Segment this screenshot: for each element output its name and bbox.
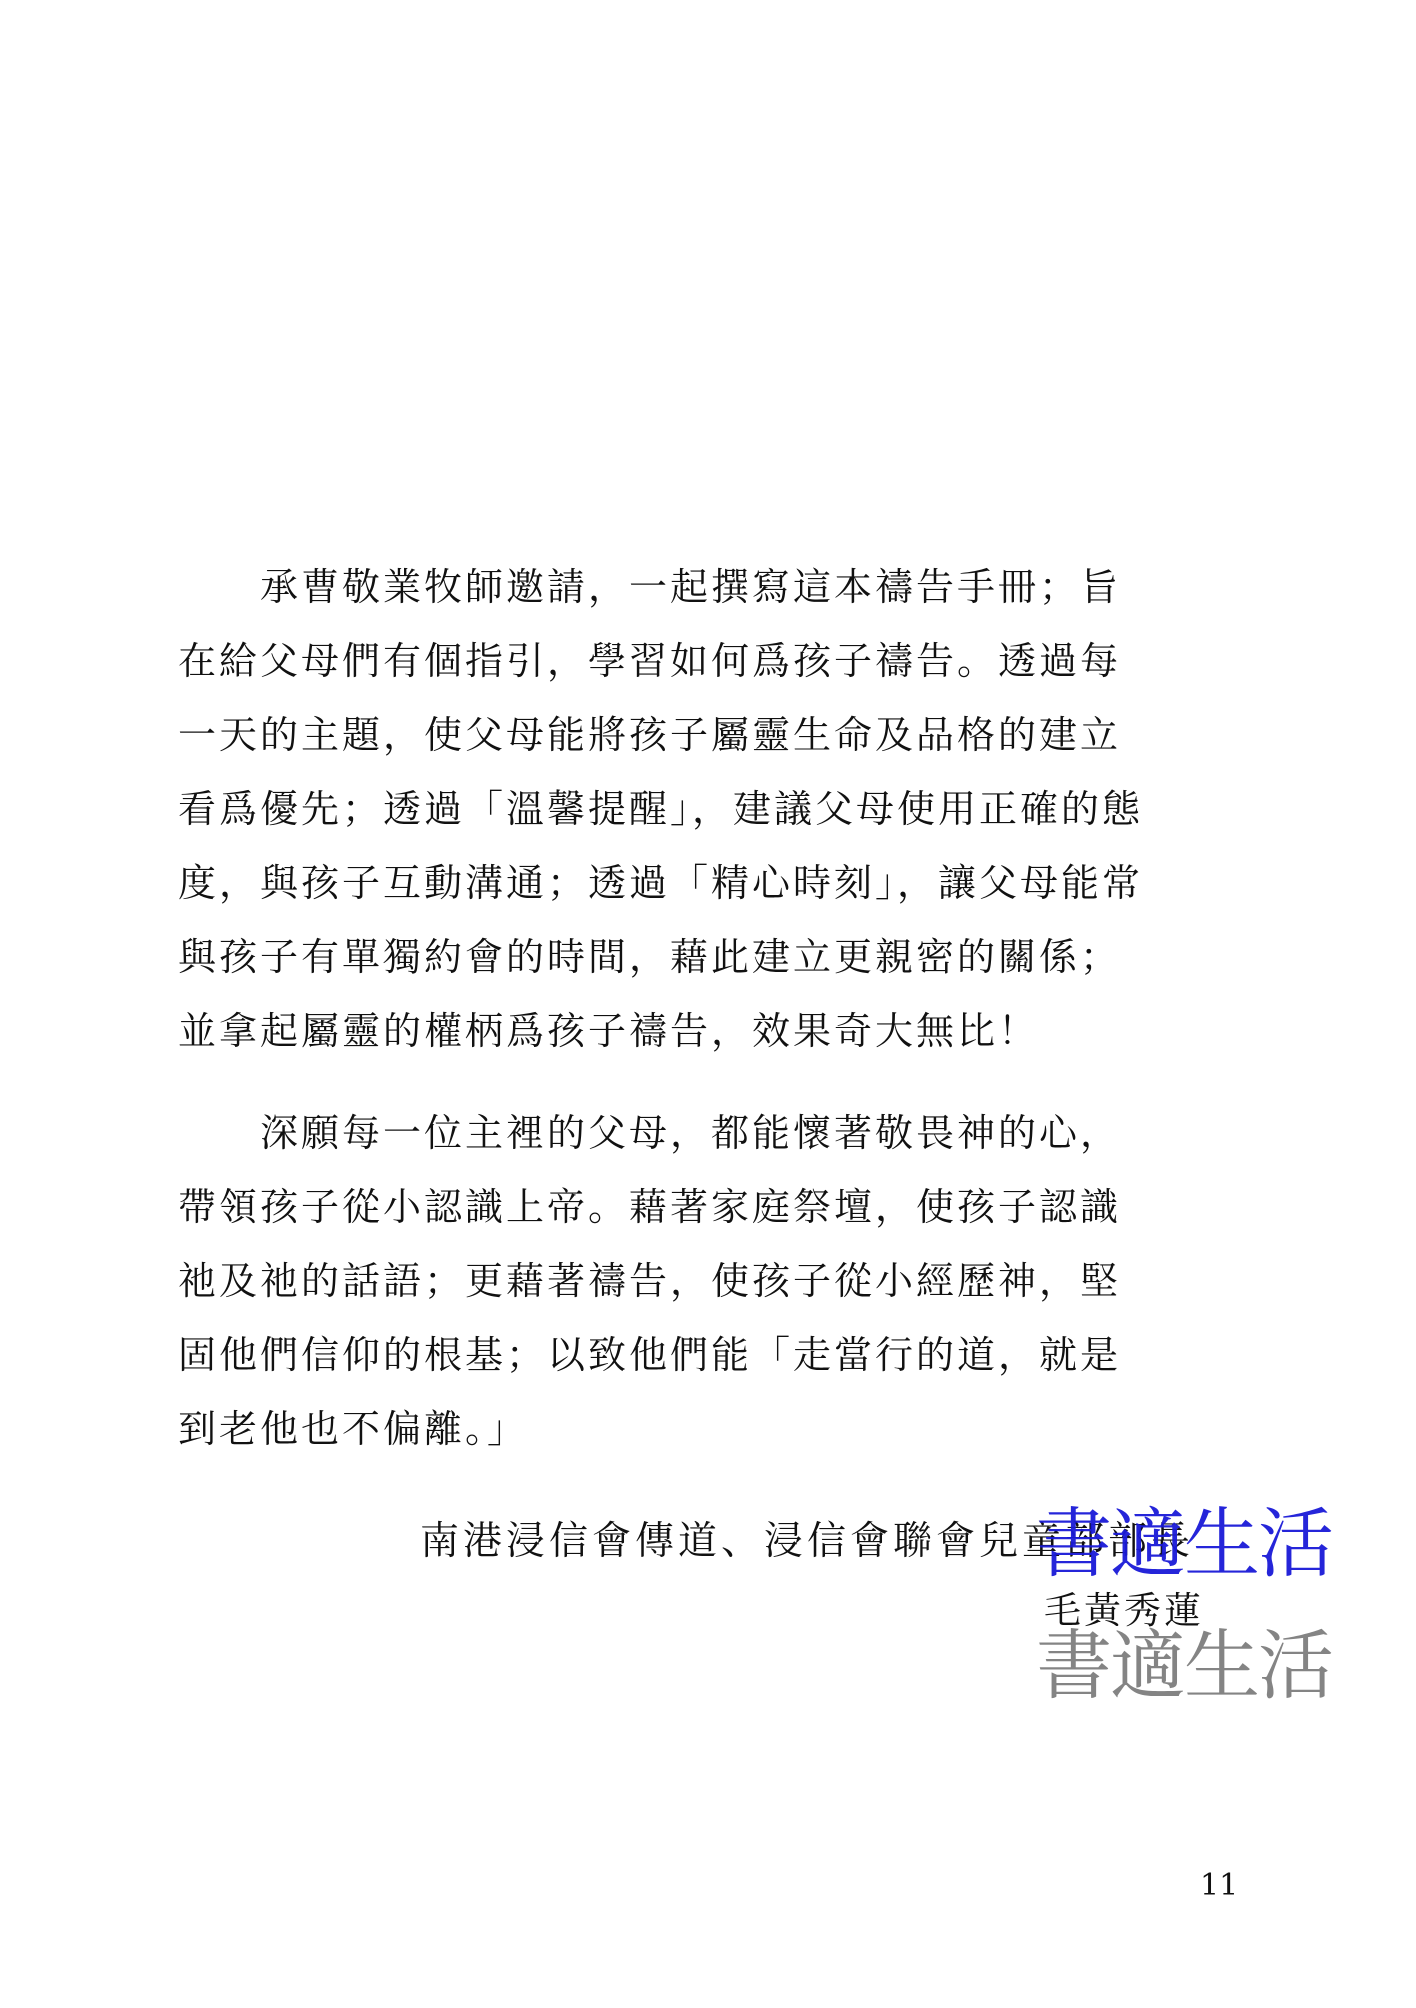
- text-line: 看爲優先；透過「溫馨提醒」，建議父母使用正確的態: [178, 787, 1144, 831]
- signature-organization: 南港浸信會傳道、浸信會聯會兒童部部長: [420, 1519, 1195, 1564]
- text-line: 並拿起屬靈的權柄爲孩子禱告，效果奇大無比！: [178, 1009, 1040, 1053]
- preface-paragraph-1: [178, 550, 1244, 1068]
- text-line: 一天的主題，使父母能將孩子屬靈生命及品格的建立: [178, 713, 1122, 757]
- page-number: 11: [1200, 1868, 1239, 1903]
- text-line: 承曹敬業牧師邀請，一起撰寫這本禱告手冊；旨: [260, 565, 1122, 609]
- watermark-gray: 書適生活: [1036, 1621, 1332, 1710]
- text-line: 在給父母們有個指引，學習如何爲孩子禱告。透過每: [178, 639, 1122, 683]
- preface-body: [178, 550, 1244, 1466]
- text-line: 帶領孩子從小認識上帝。藉著家庭祭壇，使孩子認識: [178, 1185, 1122, 1229]
- watermark-blue: 書適生活: [1036, 1499, 1332, 1588]
- text-line: 深願每一位主裡的父母，都能懷著敬畏神的心，: [260, 1111, 1122, 1155]
- text-line: 祂及祂的話語；更藉著禱告，使孩子從小經歷神，堅: [178, 1259, 1122, 1303]
- text-line: 與孩子有單獨約會的時間，藉此建立更親密的關係；: [178, 935, 1122, 979]
- preface-paragraph-2: [178, 1096, 1244, 1466]
- text-line: 固他們信仰的根基；以致他們能「走當行的道，就是: [178, 1333, 1122, 1377]
- text-line: 到老他也不偏離。」: [178, 1407, 529, 1451]
- text-line: 度，與孩子互動溝通；透過「精心時刻」，讓父母能常: [178, 861, 1144, 905]
- signature-name: 毛黃秀蓮: [1044, 1589, 1204, 1632]
